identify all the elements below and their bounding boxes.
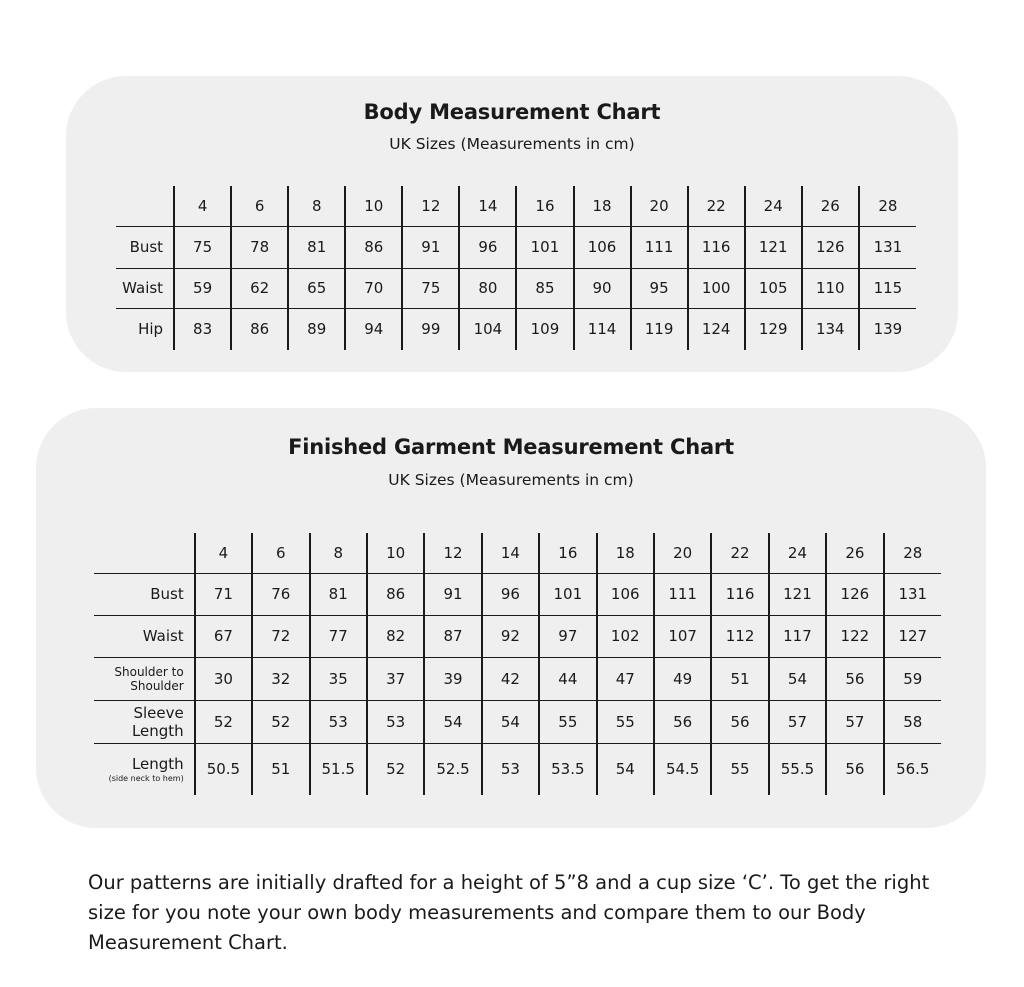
garment-value-cell: 56 xyxy=(826,743,883,795)
garment-value-cell: 44 xyxy=(539,657,596,700)
garment-chart-title: Finished Garment Measurement Chart xyxy=(288,435,734,459)
garment-value-cell: 35 xyxy=(310,657,367,700)
garment-size-header: 10 xyxy=(367,533,424,573)
garment-value-cell: 127 xyxy=(884,615,941,657)
garment-row-label xyxy=(94,657,195,700)
body-value-cell: 70 xyxy=(345,268,402,308)
garment-value-cell: 52 xyxy=(367,743,424,795)
garment-value-cell: 55 xyxy=(597,700,654,743)
body-value-cell: 62 xyxy=(231,268,288,308)
garment-value-cell: 131 xyxy=(884,573,941,615)
body-value-cell: 116 xyxy=(688,226,745,268)
garment-value-cell: 54 xyxy=(424,700,481,743)
garment-value-cell: 52 xyxy=(252,700,309,743)
body-value-cell: 129 xyxy=(745,308,802,350)
garment-value-cell: 54 xyxy=(482,700,539,743)
body-size-header: 6 xyxy=(231,186,288,226)
garment-value-cell: 39 xyxy=(424,657,481,700)
garment-size-header: 6 xyxy=(252,533,309,573)
garment-value-cell: 55 xyxy=(711,743,768,795)
garment-value-cell: 37 xyxy=(367,657,424,700)
body-row-bust xyxy=(116,226,916,268)
garment-value-cell: 53 xyxy=(310,700,367,743)
body-size-header: 8 xyxy=(288,186,345,226)
garment-value-cell: 87 xyxy=(424,615,481,657)
body-value-cell: 91 xyxy=(402,226,459,268)
body-size-header: 22 xyxy=(688,186,745,226)
garment-value-cell: 121 xyxy=(769,573,826,615)
body-size-header: 10 xyxy=(345,186,402,226)
garment-value-cell: 30 xyxy=(195,657,252,700)
body-value-cell: 86 xyxy=(231,308,288,350)
garment-value-cell: 96 xyxy=(482,573,539,615)
garment-value-cell: 86 xyxy=(367,573,424,615)
body-row-label xyxy=(116,226,174,268)
garment-value-cell: 51 xyxy=(711,657,768,700)
garment-row-waist xyxy=(94,615,941,657)
body-value-cell: 106 xyxy=(574,226,631,268)
garment-chart-subtitle: UK Sizes (Measurements in cm) xyxy=(388,471,634,489)
garment-value-cell: 47 xyxy=(597,657,654,700)
garment-row-shoulder-to-shoulder xyxy=(94,657,941,700)
body-value-cell: 111 xyxy=(631,226,688,268)
garment-value-cell: 51 xyxy=(252,743,309,795)
garment-size-header: 8 xyxy=(310,533,367,573)
body-value-cell: 81 xyxy=(288,226,345,268)
garment-value-cell: 50.5 xyxy=(195,743,252,795)
garment-value-cell: 57 xyxy=(826,700,883,743)
garment-size-header: 4 xyxy=(195,533,252,573)
body-value-cell: 86 xyxy=(345,226,402,268)
body-row-label-text: Bust xyxy=(129,238,164,256)
garment-value-cell: 77 xyxy=(310,615,367,657)
garment-value-cell: 32 xyxy=(252,657,309,700)
body-value-cell: 83 xyxy=(174,308,231,350)
body-chart-subtitle: UK Sizes (Measurements in cm) xyxy=(389,135,635,153)
garment-value-cell: 55.5 xyxy=(769,743,826,795)
body-value-cell: 94 xyxy=(345,308,402,350)
body-value-cell: 65 xyxy=(288,268,345,308)
garment-size-header: 14 xyxy=(482,533,539,573)
garment-value-cell: 101 xyxy=(539,573,596,615)
body-value-cell: 78 xyxy=(231,226,288,268)
garment-value-cell: 126 xyxy=(826,573,883,615)
body-value-cell: 105 xyxy=(745,268,802,308)
garment-row-label-text: Bust xyxy=(150,585,184,603)
body-value-cell: 59 xyxy=(174,268,231,308)
body-value-cell: 139 xyxy=(859,308,916,350)
garment-size-header: 16 xyxy=(539,533,596,573)
garment-value-cell: 97 xyxy=(539,615,596,657)
body-value-cell: 126 xyxy=(802,226,859,268)
garment-row-bust xyxy=(94,573,941,615)
garment-measurement-panel xyxy=(36,408,986,828)
garment-value-cell: 52 xyxy=(195,700,252,743)
garment-value-cell: 107 xyxy=(654,615,711,657)
garment-row-label xyxy=(94,743,195,795)
garment-value-cell: 42 xyxy=(482,657,539,700)
body-value-cell: 121 xyxy=(745,226,802,268)
garment-size-header: 28 xyxy=(884,533,941,573)
body-row-hip xyxy=(116,308,916,350)
body-value-cell: 134 xyxy=(802,308,859,350)
body-measurement-panel xyxy=(66,76,958,372)
garment-row-sleeve-length xyxy=(94,700,941,743)
body-row-label-text: Hip xyxy=(138,320,164,339)
body-size-header: 24 xyxy=(745,186,802,226)
garment-value-cell: 53 xyxy=(482,743,539,795)
garment-row-label-text: Sleeve Length xyxy=(131,703,184,740)
garment-value-cell: 92 xyxy=(482,615,539,657)
body-value-cell: 90 xyxy=(574,268,631,308)
body-row-label-text: Waist xyxy=(122,279,164,297)
garment-value-cell: 82 xyxy=(367,615,424,657)
body-value-cell: 101 xyxy=(516,226,573,268)
body-value-cell: 110 xyxy=(802,268,859,308)
garment-value-cell: 81 xyxy=(310,573,367,615)
body-value-cell: 89 xyxy=(288,308,345,350)
garment-corner-cell xyxy=(94,533,195,573)
garment-row-sublabel: (side neck to hem) xyxy=(108,774,184,784)
garment-value-cell: 67 xyxy=(195,615,252,657)
garment-row-label xyxy=(94,573,195,615)
body-size-header: 26 xyxy=(802,186,859,226)
garment-row-label-text: Waist xyxy=(142,627,184,645)
garment-value-cell: 53 xyxy=(367,700,424,743)
body-chart-title: Body Measurement Chart xyxy=(363,100,661,124)
body-size-header: 28 xyxy=(859,186,916,226)
garment-value-cell: 56 xyxy=(711,700,768,743)
garment-row-length xyxy=(94,743,941,795)
garment-value-cell: 55 xyxy=(539,700,596,743)
garment-value-cell: 116 xyxy=(711,573,768,615)
garment-value-cell: 54.5 xyxy=(654,743,711,795)
garment-value-cell: 111 xyxy=(654,573,711,615)
body-value-cell: 95 xyxy=(631,268,688,308)
body-measurement-table xyxy=(116,186,916,350)
body-size-header: 18 xyxy=(574,186,631,226)
body-value-cell: 104 xyxy=(459,308,516,350)
body-size-header-row xyxy=(116,186,916,226)
garment-size-header: 12 xyxy=(424,533,481,573)
garment-value-cell: 54 xyxy=(597,743,654,795)
garment-value-cell: 53.5 xyxy=(539,743,596,795)
garment-size-header: 20 xyxy=(654,533,711,573)
garment-value-cell: 122 xyxy=(826,615,883,657)
garment-value-cell: 54 xyxy=(769,657,826,700)
garment-value-cell: 58 xyxy=(884,700,941,743)
garment-value-cell: 112 xyxy=(711,615,768,657)
garment-value-cell: 56 xyxy=(826,657,883,700)
garment-row-label xyxy=(94,615,195,657)
body-corner-cell xyxy=(116,186,174,226)
garment-value-cell: 57 xyxy=(769,700,826,743)
garment-row-label-text: Shoulder to Shoulder xyxy=(114,664,184,693)
body-value-cell: 75 xyxy=(402,268,459,308)
garment-size-header: 18 xyxy=(597,533,654,573)
garment-value-cell: 106 xyxy=(597,573,654,615)
body-value-cell: 119 xyxy=(631,308,688,350)
garment-measurement-table xyxy=(94,533,941,795)
body-value-cell: 85 xyxy=(516,268,573,308)
garment-value-cell: 59 xyxy=(884,657,941,700)
body-value-cell: 100 xyxy=(688,268,745,308)
garment-value-cell: 71 xyxy=(195,573,252,615)
garment-value-cell: 56 xyxy=(654,700,711,743)
garment-value-cell: 91 xyxy=(424,573,481,615)
garment-value-cell: 49 xyxy=(654,657,711,700)
body-row-label xyxy=(116,268,174,308)
body-row-label xyxy=(116,308,174,350)
body-value-cell: 96 xyxy=(459,226,516,268)
body-value-cell: 75 xyxy=(174,226,231,268)
body-size-header: 12 xyxy=(402,186,459,226)
body-value-cell: 124 xyxy=(688,308,745,350)
garment-value-cell: 52.5 xyxy=(424,743,481,795)
garment-row-label xyxy=(94,700,195,743)
body-size-header: 14 xyxy=(459,186,516,226)
body-value-cell: 131 xyxy=(859,226,916,268)
body-value-cell: 115 xyxy=(859,268,916,308)
garment-size-header-row xyxy=(94,533,941,573)
garment-row-label-text: Length xyxy=(131,755,184,774)
body-size-header: 16 xyxy=(516,186,573,226)
garment-size-header: 22 xyxy=(711,533,768,573)
body-value-cell: 80 xyxy=(459,268,516,308)
garment-value-cell: 51.5 xyxy=(310,743,367,795)
body-value-cell: 99 xyxy=(402,308,459,350)
body-row-waist xyxy=(116,268,916,308)
garment-size-header: 26 xyxy=(826,533,883,573)
body-size-header: 20 xyxy=(631,186,688,226)
body-value-cell: 109 xyxy=(516,308,573,350)
garment-value-cell: 72 xyxy=(252,615,309,657)
body-size-header: 4 xyxy=(174,186,231,226)
garment-size-header: 24 xyxy=(769,533,826,573)
garment-value-cell: 117 xyxy=(769,615,826,657)
garment-value-cell: 56.5 xyxy=(884,743,941,795)
sizing-note: Our patterns are initially drafted for a height of 5”8 and a cup size ‘C’. To get the right size for you note your own body measurements and compare them to our Body Measurement Chart. xyxy=(88,871,930,954)
garment-value-cell: 76 xyxy=(252,573,309,615)
body-value-cell: 114 xyxy=(574,308,631,350)
garment-value-cell: 102 xyxy=(597,615,654,657)
